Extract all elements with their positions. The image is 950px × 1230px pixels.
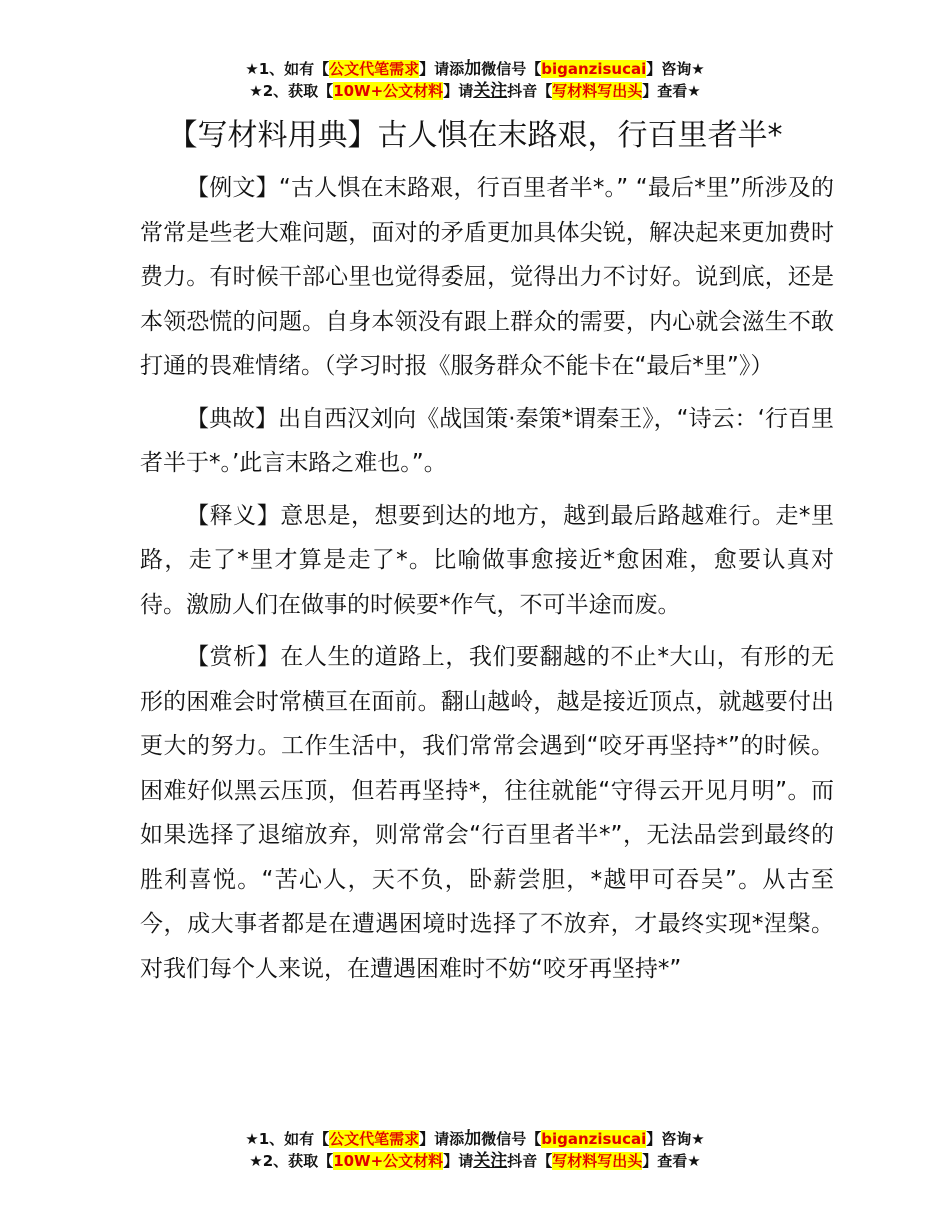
- banner-text: 】查看★: [642, 82, 701, 100]
- banner-emphasis: 关注: [473, 81, 508, 101]
- banner-text: 】请添: [419, 60, 465, 78]
- banner-text: 微信号【: [481, 60, 542, 78]
- paragraph-meaning: 【释义】意思是，想要到达的地方，越到最后路越难行。走*里路，走了*里才算是走了*。比喻做事愈接近*愈困难，愈要认真对待。激励人们在做事的时候要*作气，不可半途而废。: [140, 502, 834, 618]
- banner-text: ★2、获取【: [249, 82, 334, 100]
- banner-highlight: biganzisucai: [541, 1130, 647, 1148]
- banner-emphasis: 加: [464, 1129, 482, 1149]
- banner-line-2: [0, 1150, 950, 1172]
- banner-line-1: [0, 58, 950, 80]
- banner-highlight: 公文代笔需求: [329, 60, 420, 78]
- banner-emphasis: 关注: [473, 1151, 508, 1171]
- banner-text: 微信号【: [481, 1130, 542, 1148]
- banner-highlight: 公文代笔需求: [329, 1130, 420, 1148]
- paragraph-appreciation: 【赏析】在人生的道路上，我们要翻越的不止*大山，有形的无形的困难会时常横亘在面前。翻山越岭，越是接近顶点，就越要付出更大的努力。工作生活中，我们常常会遇到“咬牙再坚持*”的时候。困难好似黑云压顶，但若再坚持*，往往就能“守得云开见月明”。而如果选择了退缩放弃，则常常会“行百里者半*”，无法品尝到最终的胜利喜悦。“苦心人，天不负，卧薪尝胆，*越甲可吞吴”。从古至今，成大事者都是在遭遇困境时选择了不放弃，才最终实现*涅槃。对我们每个人来说，在遭遇困难时不妨“咬牙再坚持*”: [140, 644, 834, 982]
- banner-text: 】请: [443, 1152, 474, 1170]
- banner-text: ★2、获取【: [249, 1152, 334, 1170]
- banner-highlight: 写材料写出头: [552, 82, 643, 100]
- banner-line-2: [0, 80, 950, 102]
- banner-text: 】咨询★: [646, 60, 705, 78]
- banner-emphasis: 加: [464, 59, 482, 79]
- banner-text: 抖音【: [507, 1152, 553, 1170]
- page-title: 【写材料用典】古人惧在末路艰，行百里者半*: [167, 118, 783, 153]
- banner-text: 】查看★: [642, 1152, 701, 1170]
- banner-text: 】请添: [419, 1130, 465, 1148]
- banner-highlight: biganzisucai: [541, 60, 647, 78]
- banner-highlight: 写材料写出头: [552, 1152, 643, 1170]
- footer-banner: [0, 1128, 950, 1172]
- article-body: [140, 166, 834, 999]
- banner-text: 】请: [443, 82, 474, 100]
- banner-text: 抖音【: [507, 82, 553, 100]
- banner-highlight: 10W+公文材料: [333, 82, 444, 100]
- paragraph-allusion: 【典故】出自西汉刘向《战国策·秦策*谓秦王》，“诗云：‘行百里者半于*。’此言末路之难也。”。: [140, 405, 834, 476]
- banner-text: ★1、如有【: [245, 1130, 330, 1148]
- banner-highlight: 10W+公文材料: [333, 1152, 444, 1170]
- banner-line-1: [0, 1128, 950, 1150]
- paragraph-example: 【例文】“古人惧在末路艰，行百里者半*。” “最后*里”所涉及的常常是些老大难问题，面对的矛盾更加具体尖锐，解决起来更加费时费力。有时候干部心里也觉得委屈，觉得出力不讨好。说到底，还是本领恐慌的问题。自身本领没有跟上群众的需要，内心就会滋生不敢打通的畏难情绪。（学习时报《服务群众不能卡在“最后*里”》）: [140, 175, 834, 379]
- banner-text: 】咨询★: [646, 1130, 705, 1148]
- header-banner: [0, 58, 950, 102]
- banner-text: ★1、如有【: [245, 60, 330, 78]
